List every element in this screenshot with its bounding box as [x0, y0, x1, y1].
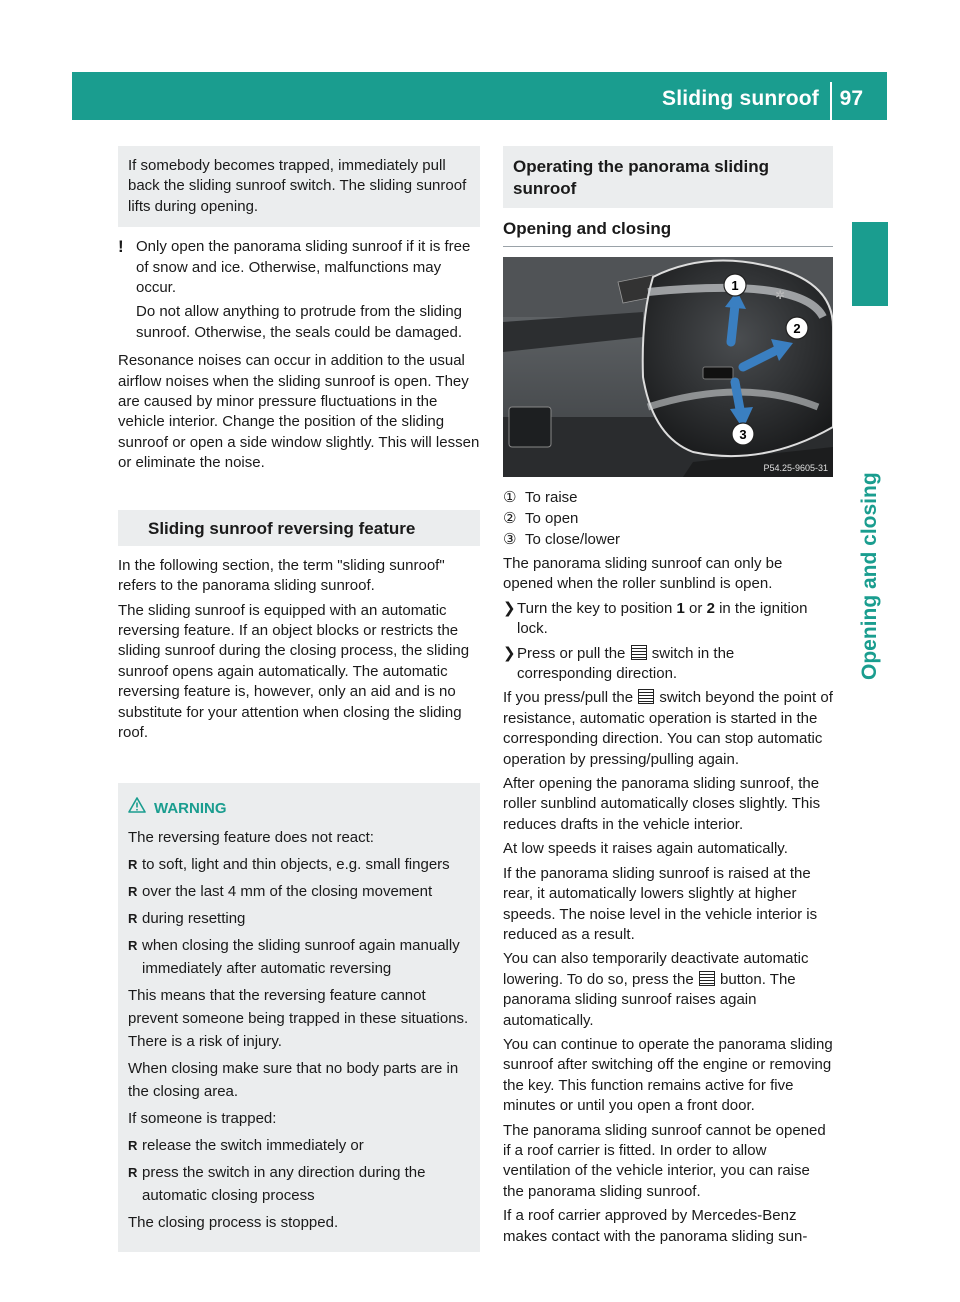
step-arrow-icon: ❯ — [503, 644, 516, 662]
legend-item: ② To open — [503, 510, 579, 527]
callout-3: 3 — [739, 427, 747, 442]
warning-text-1: This means that the reversing feature cannot prevent someone being trapped in these situations. There is a risk of injury. — [128, 987, 469, 1051]
right-column — [503, 146, 833, 1251]
header-bar — [72, 72, 887, 120]
list-item: R during resetting — [128, 907, 472, 930]
warning-text-2: When closing make sure that no body parts are in the closing area. — [128, 1060, 459, 1101]
after-opening-text: After opening the panorama sliding sunroof, the roller sunblind automatically closes slightly. This reduces drafts in the vehicle interior. — [503, 775, 821, 833]
sunroof-switch-figure — [503, 257, 833, 477]
warning-bullets — [128, 853, 472, 980]
warning-triangle-icon — [128, 797, 148, 820]
reversing-text-1: In the following section, the term "sliding sunroof" refers to the panorama sliding sunroof. — [118, 556, 445, 595]
notice-body — [136, 237, 480, 347]
mercedes-text: If a roof carrier approved by Mercedes-Benz makes contact with the panorama sliding sun- — [503, 1207, 808, 1245]
warning-text-4: The closing process is stopped. — [128, 1214, 339, 1232]
list-item: R release the switch immediately or — [128, 1134, 472, 1157]
press-pull-text: If you press/pull the switch beyond the point of resistance, automatic operation is started in the corresponding direction. You can stop automatic operation by pressing/pulling again. — [503, 689, 833, 768]
warning-title: WARNING — [154, 800, 227, 818]
notice — [118, 237, 480, 347]
operating-heading: Operating the panorama sliding sunroof — [503, 146, 833, 208]
side-tab-label: Opening and closing — [858, 472, 881, 680]
continue-text: You can continue to operate the panorama sliding sunroof after switching off the engine or removing the key. This function remains active for five minutes or until you open a front door. — [503, 1035, 833, 1115]
callout-2: 2 — [793, 321, 801, 336]
raised-text: If the panorama sliding sunroof is raised at the rear, it automatically lowers slightly at higher speeds. The noise level in the vehicle interior is reduced as a result. — [503, 864, 818, 943]
sunroof-switch-icon — [699, 971, 715, 986]
warning-bullets-2 — [128, 1134, 472, 1207]
callout-1: 1 — [731, 278, 739, 293]
notice-icon: ! — [118, 237, 124, 257]
opening-closing-heading: Opening and closing — [503, 218, 833, 247]
svg-text:✲: ✲ — [775, 288, 786, 302]
sunroof-switch-illustration — [503, 257, 833, 477]
reversing-heading: Sliding sunroof reversing feature — [118, 510, 480, 546]
list-item: R press the switch in any direction during the automatic closing process — [128, 1161, 472, 1207]
list-item: R when closing the sliding sunroof again manually immediately after automatic reversing — [128, 934, 472, 980]
page-title: Sliding sunroof — [662, 87, 819, 110]
low-speed-text: At low speeds it raises again automatically. — [503, 840, 788, 858]
notice-text-1: Only open the panorama sliding sunroof if it is free of snow and ice. Otherwise, malfunctions may occur. — [136, 238, 471, 297]
trapped-info-box — [118, 146, 480, 227]
page-number: 97 — [839, 87, 863, 110]
step-press-switch: ❯ Press or pull the switch in the corresponding direction. — [503, 644, 833, 685]
warning-heading — [128, 797, 472, 820]
left-column — [118, 146, 480, 1252]
roof-carrier-text: The panorama sliding sunroof cannot be opened if a roof carrier is fitted. In order to allow ventilation of the vehicle interior, you can raise the panorama sliding sunroof. — [503, 1121, 826, 1200]
warning-box — [118, 783, 480, 1252]
list-item: R to soft, light and thin objects, e.g. small fingers — [128, 853, 472, 876]
warning-text-3: If someone is trapped: — [128, 1110, 277, 1128]
figure-code: P54.25-9605-31 — [763, 463, 828, 473]
figure-legend — [503, 487, 833, 550]
legend-item: ① To raise — [503, 489, 578, 506]
side-tab-marker — [852, 222, 888, 306]
reversing-text-2: The sliding sunroof is equipped with an automatic reversing feature. If an object blocks or restricts the sliding sunroof during the closing process, the sliding sunroof opens again automatically. The automatic reversing feature is, however, only an aid and is no substitute for your attention when closing the sliding roof. — [118, 601, 470, 741]
notice-text-2: Do not allow anything to protrude from the sliding sunroof. Otherwise, the seals could be damaged. — [136, 303, 463, 341]
resonance-text: Resonance noises can occur in addition to the usual airflow noises when the sliding sunroof is open. They are caused by minor pressure fluctuations in the vehicle interior. Change the position of the sliding sunroof or open a side window slightly. This will lessen or eliminate the noise. — [118, 352, 480, 472]
trapped-text: If somebody becomes trapped, immediately pull back the sliding sunroof switch. The sliding sunroof lifts during opening. — [128, 157, 467, 215]
sunroof-switch-icon — [631, 645, 647, 660]
warning-intro: The reversing feature does not react: — [128, 829, 374, 847]
sunroof-switch-icon — [638, 689, 654, 704]
only-open-text: The panorama sliding sunroof can only be opened when the roller sunblind is open. — [503, 555, 783, 593]
step-turn-key: ❯ Turn the key to position 1 or 2 in the ignition lock. — [503, 599, 833, 640]
step-arrow-icon: ❯ — [503, 599, 516, 617]
legend-item: ③ To close/lower — [503, 531, 621, 548]
header-divider — [830, 82, 832, 120]
list-item: R over the last 4 mm of the closing movement — [128, 880, 472, 903]
deactivate-text: You can also temporarily deactivate automatic lowering. To do so, press the button. The panorama sliding sunroof raises again automatically. — [503, 950, 809, 1029]
